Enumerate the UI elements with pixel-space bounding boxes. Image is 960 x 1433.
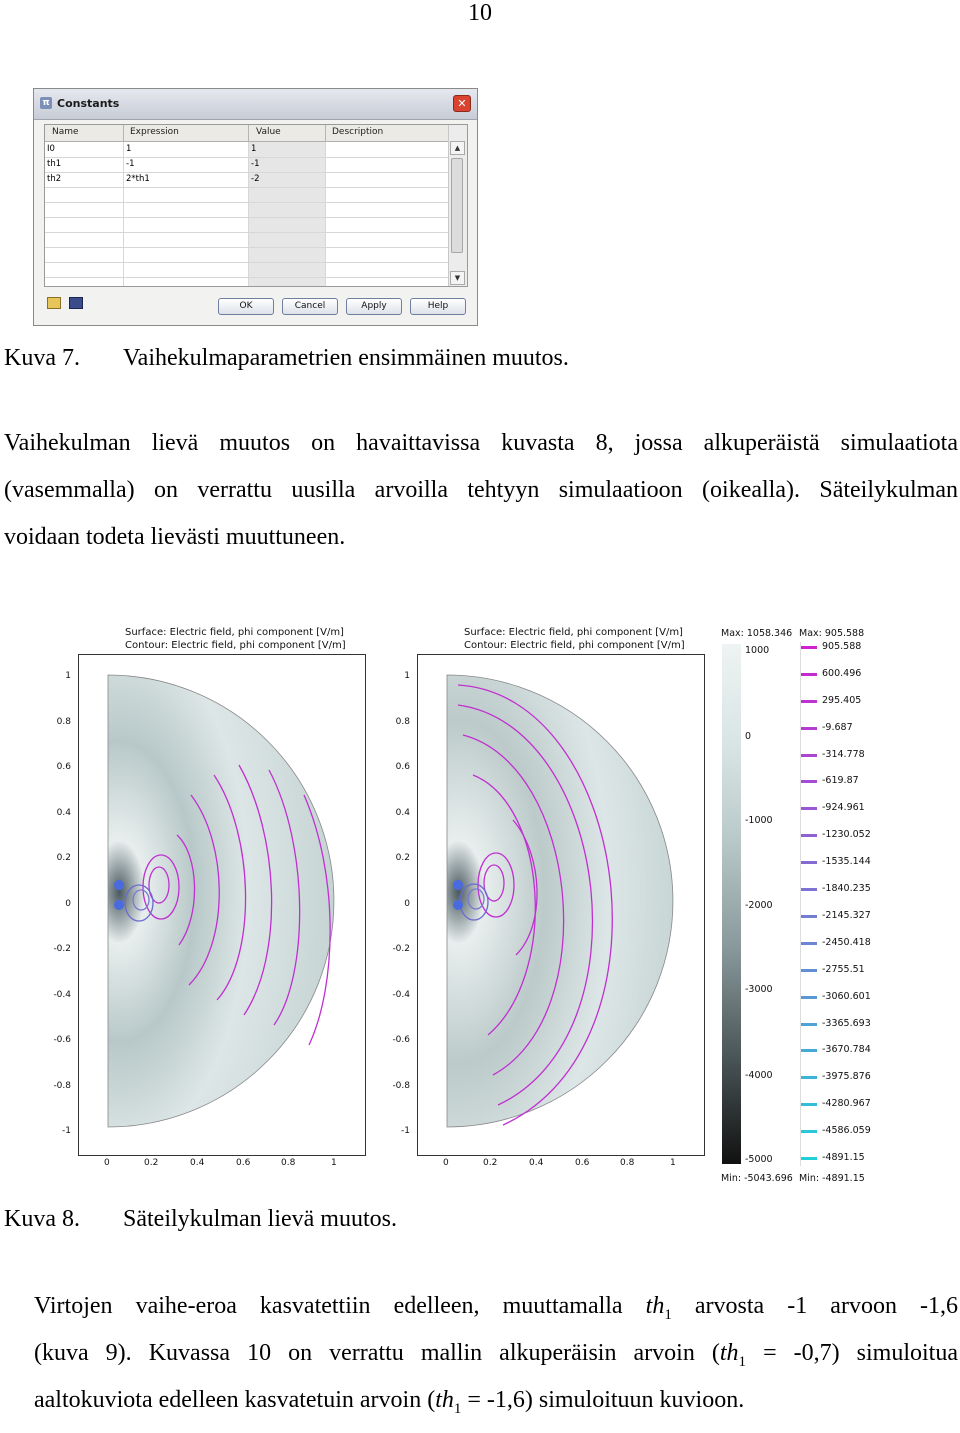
- paragraph-2: Virtojen vaihe-eroa kasvatettiin edelleen, muuttamalla $th_1$ arvosta -1 arvoon -1,6 (kuva 9). Kuvassa 10 on verrattu mallin alkuperäisin arvoin $(th_1 = -0,7)$ simuloitua aaltokuviota edelleen kasvatetuin arvoin $(th_1 = -1,6)$ simuloituun kuvioon.: [34, 1293, 958, 1417]
- contour-level-label: -4891.15: [822, 1152, 865, 1163]
- table-row[interactable]: I0 1 1: [45, 142, 449, 158]
- contour-level-label: -2755.51: [822, 963, 865, 975]
- contour-level-label: -314.778: [822, 748, 865, 760]
- open-folder-icon[interactable]: [47, 297, 61, 309]
- table-header: [45, 125, 449, 142]
- plot-right: [417, 654, 705, 1156]
- contour-level-label: -4586.059: [822, 1125, 871, 1137]
- contour-level-mark: [801, 915, 817, 918]
- constants-icon: π: [40, 97, 52, 109]
- scroll-down-icon[interactable]: ▼: [450, 271, 465, 285]
- contour-level-mark: [801, 780, 817, 783]
- column-header-value[interactable]: Value: [256, 127, 281, 137]
- contour-level-mark: [801, 673, 817, 676]
- contour-max-label: Max: 905.588: [799, 628, 865, 639]
- surface-min-label: Min: -5043.696: [721, 1173, 793, 1184]
- table-row-empty[interactable]: [45, 247, 449, 263]
- table-row-empty[interactable]: [45, 262, 449, 278]
- figure-8-caption: Kuva 8. Säteilykulman lievä muutos.: [4, 1206, 397, 1232]
- contour-level-mark: [801, 888, 817, 891]
- contour-level-label: 600.496: [822, 667, 862, 679]
- contour-level-label: -4280.967: [822, 1098, 871, 1110]
- apply-button[interactable]: Apply: [346, 298, 402, 315]
- figure-8: Surface: Electric field, phi component [V/m] Contour: Electric field, phi component [V/m] Surface: Electric field, phi component [V/m] Contour: Electric field, phi component [V/m] 1 0.8 0.6 0.4 0.2 0 -0.2 -0.4 -0.6 -0.8 -1 1 0.8 0.6 0.4 0.2 0 -0.2 -0.4 -0.6 -0.8 -1 0 0.2 0.4 0.6 0.8 1 0 0.2 0.4 0.6 0.8 1 Max: 1058.346 1000 0 -1000 -2000 -3000 -4000 -5000 Min: -5043.696 Max: 905.588 Min: -4891.15 905.588 600.496 295.405 -9.687 -314.778 -619.87 -924.961 -1230.052 -1535.144 -1840.235 -2145.327 -2450.418 -2755.51 -3060.601 -3365.693 -3670.784 -3975.876 -4280.967 -4586.059 -4891.15: [53, 627, 871, 1184]
- contour-level-label: -9.687: [822, 721, 853, 733]
- contour-level-mark: [801, 727, 817, 730]
- contour-level-mark: [801, 861, 817, 864]
- scroll-thumb[interactable]: [451, 158, 463, 253]
- contour-level-mark: [801, 1130, 817, 1133]
- contour-level-mark: [801, 969, 817, 972]
- close-button[interactable]: ✕: [453, 95, 471, 112]
- save-icon[interactable]: [69, 297, 83, 309]
- contour-level-mark: [801, 996, 817, 999]
- contour-level-mark: [801, 942, 817, 945]
- contour-level-label: -3670.784: [822, 1044, 871, 1056]
- page-number: 10: [468, 0, 492, 26]
- table-row[interactable]: th2 2*th1 -2: [45, 172, 449, 188]
- cancel-button[interactable]: Cancel: [282, 298, 338, 315]
- contour-level-mark: [801, 834, 817, 837]
- help-button[interactable]: Help: [410, 298, 466, 315]
- table-body: [45, 142, 449, 287]
- contour-level-label: -924.961: [822, 802, 865, 814]
- scroll-up-icon[interactable]: ▲: [450, 141, 465, 155]
- column-header-name[interactable]: Name: [52, 127, 79, 137]
- contour-min-label: Min: -4891.15: [799, 1173, 865, 1184]
- contour-level-mark: [801, 1103, 817, 1106]
- contour-level-label: -2145.327: [822, 909, 871, 921]
- contour-level-label: 905.588: [822, 641, 862, 652]
- surface-colorbar: [722, 644, 741, 1164]
- plot-left: [78, 654, 366, 1156]
- table-row[interactable]: th1 -1 -1: [45, 157, 449, 173]
- paragraph-1: Vaihekulman lievä muutos on havaittavissa kuvasta 8, jossa alkuperäistä simulaatiota (vasemmalla) on verrattu uusilla arvoilla tehtyyn simulaatioon (oikealla). Säteilykulman voidaan todeta lievästi muuttuneen.: [4, 430, 958, 550]
- contour-level-label: -3060.601: [822, 990, 871, 1002]
- table-row-empty[interactable]: [45, 187, 449, 203]
- contour-level-label: -1840.235: [822, 883, 871, 895]
- surface-max-label: Max: 1058.346: [721, 628, 793, 639]
- plot-left-title: Surface: Electric field, phi component [V/m] Contour: Electric field, phi component [V/m]: [125, 627, 346, 651]
- contour-level-label: -619.87: [822, 775, 859, 787]
- table-row-empty[interactable]: [45, 232, 449, 248]
- table-row-empty[interactable]: [45, 202, 449, 218]
- contour-legend: [800, 642, 819, 1166]
- contour-level-label: 295.405: [822, 694, 862, 706]
- contour-level-mark: [801, 754, 817, 757]
- vertical-scrollbar[interactable]: [448, 125, 467, 286]
- contour-level-label: -3975.876: [822, 1071, 871, 1083]
- contour-level-label: -1230.052: [822, 829, 871, 841]
- table-row-empty[interactable]: [45, 217, 449, 233]
- column-header-expression[interactable]: Expression: [130, 127, 179, 137]
- contour-level-label: -1535.144: [822, 856, 871, 868]
- figure-7-caption: Kuva 7. Vaihekulmaparametrien ensimmäinen muutos.: [4, 345, 569, 371]
- contour-level-label: -2450.418: [822, 936, 871, 948]
- contour-level-mark: [801, 700, 817, 703]
- contour-level-mark: [801, 1157, 817, 1160]
- dialog-title: Constants: [57, 97, 120, 110]
- plot-right-title: Surface: Electric field, phi component [V/m] Contour: Electric field, phi component [V/m]: [464, 627, 685, 651]
- contour-level-mark: [801, 1049, 817, 1052]
- column-header-description[interactable]: Description: [332, 127, 384, 137]
- contour-level-mark: [801, 1076, 817, 1079]
- contour-level-mark: [801, 646, 817, 649]
- ok-button[interactable]: OK: [218, 298, 274, 315]
- dialog-titlebar: [34, 89, 477, 120]
- contour-level-mark: [801, 807, 817, 810]
- constants-table: [44, 124, 468, 287]
- contour-level-label: -3365.693: [822, 1017, 871, 1029]
- constants-dialog: [33, 88, 478, 326]
- contour-level-mark: [801, 1023, 817, 1026]
